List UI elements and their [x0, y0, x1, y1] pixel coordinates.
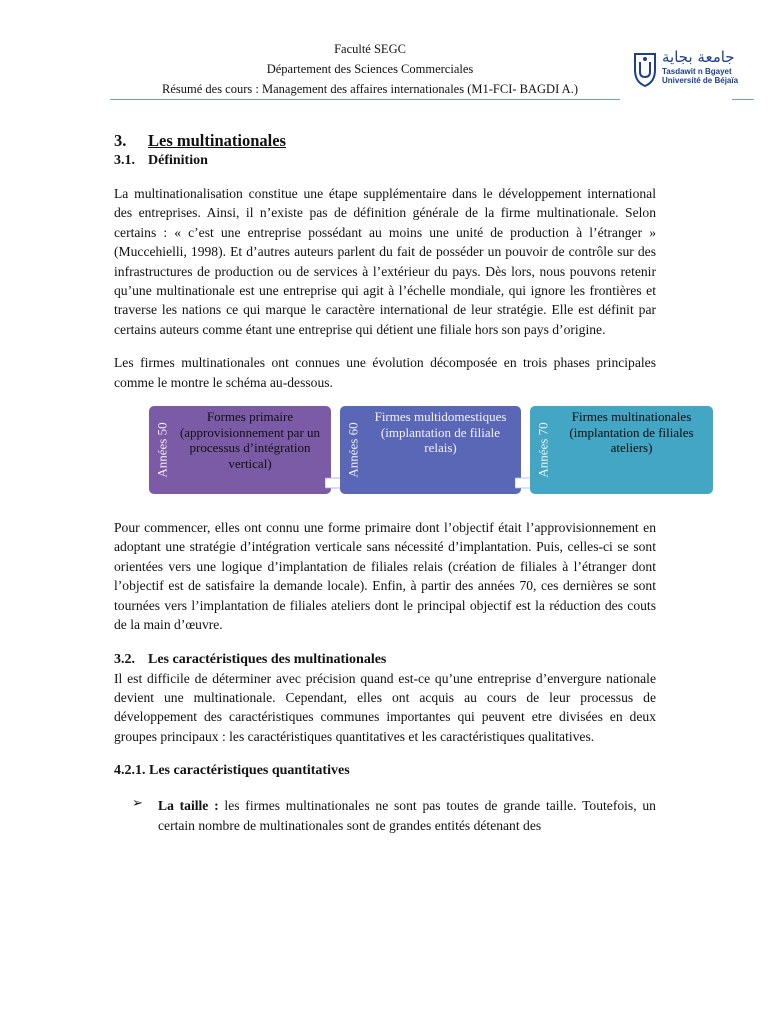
list-item-size — [114, 796, 656, 835]
header-course: Résumé des cours : Management des affaires internationales (M1-FCI- BAGDI A.) — [162, 82, 578, 96]
university-crest-icon — [632, 50, 658, 88]
header-faculty: Faculté SEGC — [334, 42, 406, 56]
phase-text-1: Formes primaire (approvisionnement par un processus d’intégration vertical) — [179, 409, 321, 471]
phase-year-1: Années 50 — [155, 422, 170, 478]
header-rule — [110, 99, 620, 100]
page-header — [0, 42, 768, 102]
logo-name-tamazight: Tasdawit n Bgayet — [662, 67, 732, 76]
list-item-label: La taille : — [158, 798, 219, 814]
subsection-heading-characteristics — [114, 651, 656, 669]
header-rule-right — [732, 99, 754, 100]
paragraph-definition: La multinationalisation constitue une étape supplémentaire dans le développement international des entreprises. Ainsi, il n’existe pas de définition générale de la firme multinationale. Selon certains : « c’est une entreprise possédant au moins une unité de production à l’étranger » (Muccehielli, 1998). Et d’autres auteurs parlent du fait de posséder un pouvoir de contrôle sur des infrastructures de production ou de services à l’extérieur du pays. Dès lors, nous pouvons retenir qu’une multinationale est une entreprise qui agit à l’échelle mondiale, qui ignore les frontières et traverse les nations ce qui marque le caractère international de leur stratégie. Elle est définit par certains auteurs comme étant une entreprise qui détient une filiale hors son pays d’origine. — [114, 186, 656, 337]
phase-box-2 — [340, 406, 521, 494]
paragraph-evolution-detail: Pour commencer, elles ont connu une forme primaire dont l’objectif était l’approvisionnement en adoptant une stratégie d’intégration verticale sans nécessité d’implantation. Puis, celles-ci se sont orientées vers une logique d’implantation de filiales relais (création de filiales à l’étranger dont l’objectif est de satisfaire la demande locale). Enfin, à partir des années 70, ces dernières se sont tournées vers l’implantation de filiales ateliers dont le principal objectif est la réduction des couts de la main d’œuvre. — [114, 520, 656, 633]
phase-year-3: Années 70 — [536, 422, 551, 478]
section-heading — [114, 130, 656, 152]
phase-year-2: Années 60 — [346, 422, 361, 478]
phase-box-3 — [530, 406, 713, 494]
subsection-heading-definition — [114, 152, 656, 170]
university-logo — [632, 48, 758, 88]
phase-text-2: Firmes multidomestiques (implantation de filiale relais) — [374, 409, 507, 456]
paragraph-characteristics: Il est difficile de déterminer avec précision quand est-ce qu’une entreprise d’envergure nationale devient une multinationale. Cependant, elles ont acquis au cours de leur processus de développement des caractéristiques communes importantes qui peuvent etre divisées en deux groupes principaux : les caractéristiques quantitatives et les caractéristiques qualitatives. — [114, 670, 656, 744]
paragraph-evolution-intro: Les firmes multinationales ont connues une évolution décomposée en trois phases principales comme le montre le schéma au-dessous. — [114, 355, 656, 390]
subsection-heading-quantitative: 4.2.1. Les caractéristiques quantitatives — [114, 763, 350, 779]
phase-box-1 — [149, 406, 331, 494]
list-item-text: les firmes multinationales ne sont pas toutes de grande taille. Toutefois, un certain nombre de multinationales sont de grandes entités détenant des — [158, 798, 656, 833]
logo-arabic-name: جامعة بجاية — [662, 48, 735, 66]
subsection-title: Définition — [148, 153, 208, 168]
header-department: Département des Sciences Commerciales — [266, 62, 474, 76]
phase-text-3: Firmes multinationales (implantation de filiales ateliers) — [569, 409, 694, 456]
logo-name-french: Université de Béjaïa — [662, 76, 739, 85]
section-title: Les multinationales — [148, 131, 286, 150]
subsection-title-2: Les caractéristiques des multinationales — [148, 651, 387, 667]
section-number: 3. — [114, 131, 127, 150]
subsection-number-2: 3.2. — [114, 651, 135, 667]
subsection-number: 3.1. — [114, 153, 135, 168]
arrowhead-bullet-icon: ➢ — [132, 796, 143, 812]
page-body — [114, 130, 694, 835]
evolution-diagram — [149, 406, 715, 498]
